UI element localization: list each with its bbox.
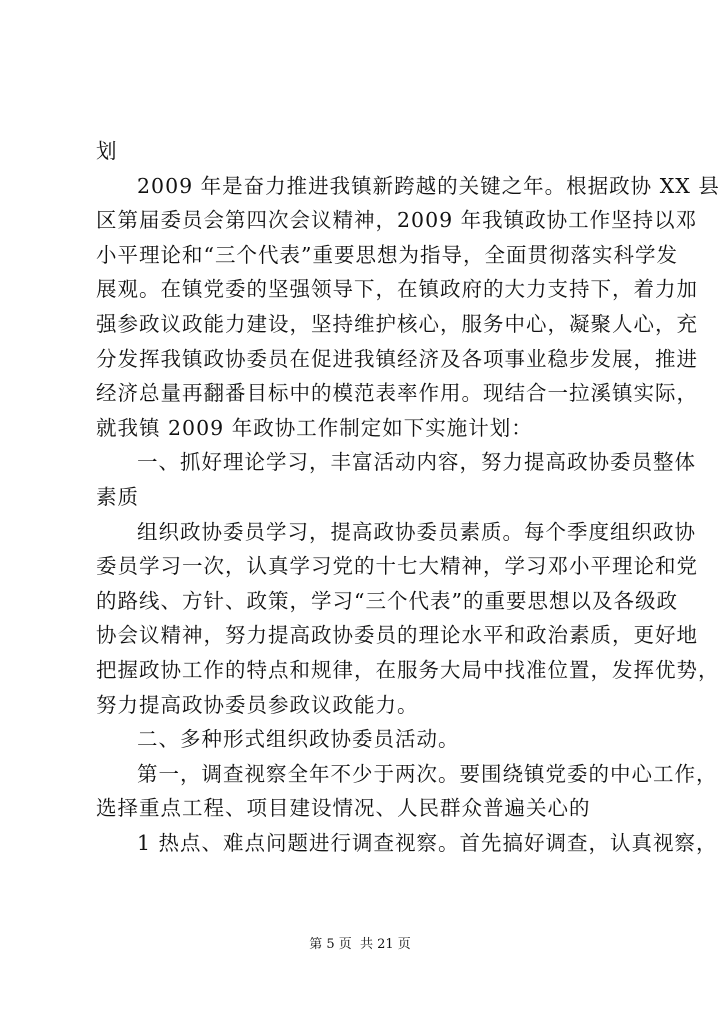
text-line-16: 把握政协工作的特点和规律，在服务大局中找准位置，发挥优势，: [96, 657, 720, 682]
text-line-9: 就我镇 2009 年政协工作制定如下实施计划：: [96, 415, 533, 440]
text-line-3: 区第届委员会第四次会议精神，2009 年我镇政协工作坚持以邓: [96, 208, 698, 233]
text-line-14: 的路线、方针、政策，学习“三个代表”的重要思想以及各级政: [96, 588, 678, 613]
page-number: 第 5 页: [309, 937, 352, 952]
page-total: 共 21 页: [359, 937, 411, 952]
text-line-21: 1 热点、难点问题进行调查视察。首先搞好调查，认真视察，: [137, 830, 718, 855]
section-heading-2: 二、多种形式组织政协委员活动。: [137, 727, 460, 752]
body-text: [96, 134, 720, 860]
text-line-6: 强参政议政能力建设，坚持维护核心，服务中心，凝聚人心，充: [96, 311, 698, 336]
page-footer: [0, 936, 720, 954]
text-line-20: 选择重点工程、项目建设情况、人民群众普遍关心的: [96, 796, 591, 821]
text-line-5: 展观。在镇党委的坚强领导下，在镇政府的大力支持下，着力加: [96, 277, 698, 302]
text-line-2: 2009 年是奋力推进我镇新跨越的关键之年。根据政协 XX 县: [137, 173, 720, 198]
text-line-12: 组织政协委员学习，提高政协委员素质。每个季度组织政协: [137, 519, 696, 544]
text-line-4: 小平理论和“三个代表”重要思想为指导，全面贯彻落实科学发: [96, 242, 678, 267]
text-line-13: 委员学习一次，认真学习党的十七大精神，学习邓小平理论和党: [96, 554, 698, 579]
text-line-8: 经济总量再翻番目标中的模范表率作用。现结合一拉溪镇实际，: [96, 381, 698, 406]
text-line-19: 第一，调查视察全年不少于两次。要围绕镇党委的中心工作，: [137, 761, 718, 786]
text-line-15: 协会议精神，努力提高政协委员的理论水平和政治素质，更好地: [96, 623, 698, 648]
section-heading-1: 一、抓好理论学习，丰富活动内容，努力提高政协委员整体: [137, 450, 696, 475]
section-heading-1-cont: 素质: [96, 484, 139, 509]
text-line-7: 分发挥我镇政协委员在促进我镇经济及各项事业稳步发展，推进: [96, 346, 698, 371]
text-line-1: 划: [96, 139, 118, 163]
text-line-17: 努力提高政协委员参政议政能力。: [96, 692, 419, 717]
